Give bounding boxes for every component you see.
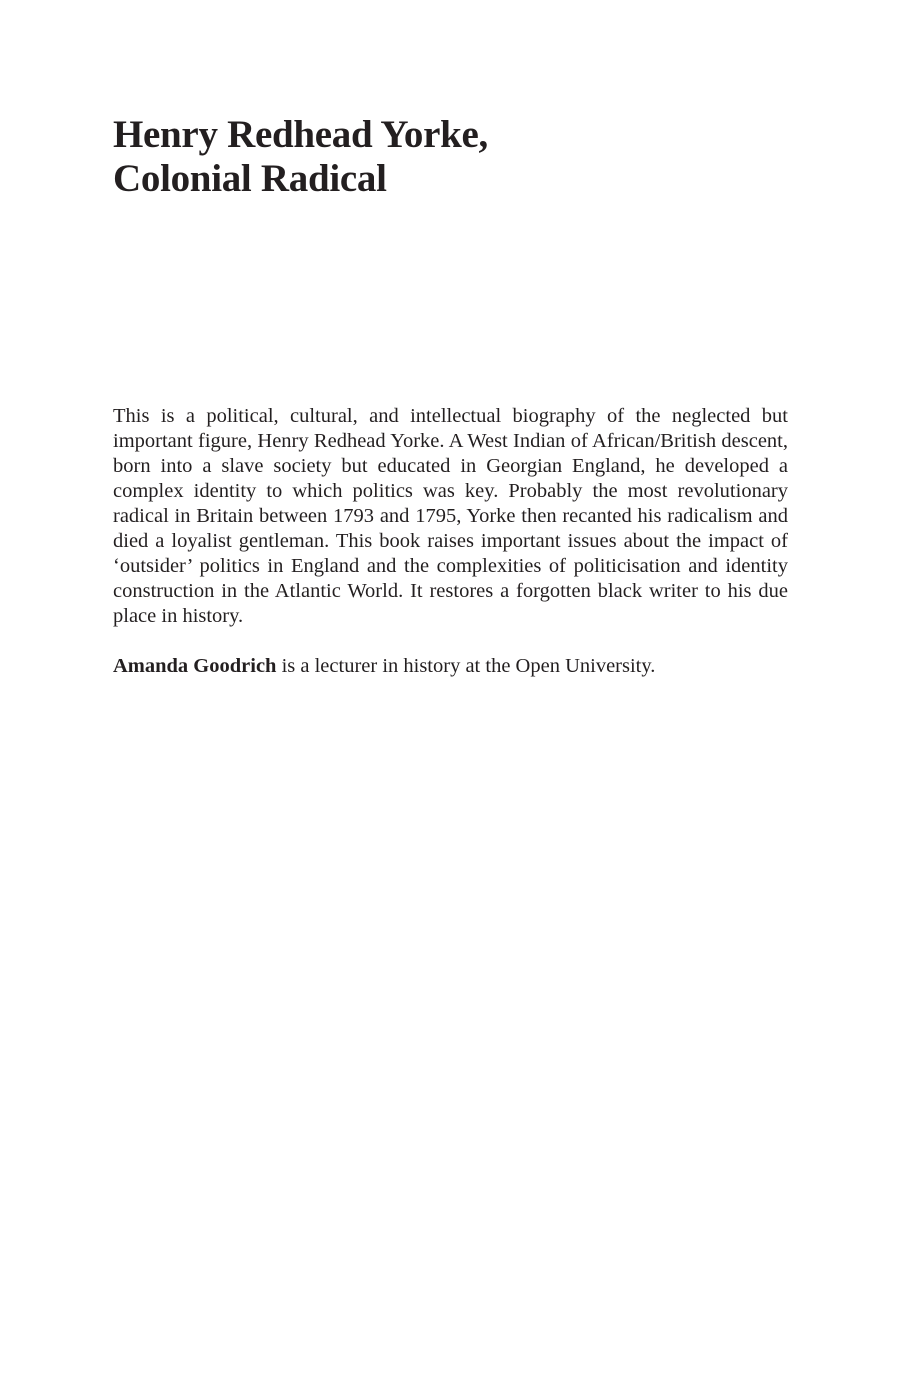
book-title-line-1: Henry Redhead Yorke, [113,113,488,156]
book-title-line-2: Colonial Radical [113,157,387,200]
book-description: This is a political, cultural, and intellectual biography of the neglected but important figure, Henry Redhead Yorke. A West Indian of African/British descent, born into a slave society but educated in Georgian England, he developed a complex identity to which politics was key. Probably the most revolutionary radical in Britain between 1793 and 1795, Yorke then recanted his radicalism and died a loyalist gentleman. This book raises important issues about the impact of ‘outsider’ politics in England and the complexities of politicisation and identity construction in the Atlantic World. It restores a forgotten black writer to his due place in history. [113,405,788,627]
book-title [113,113,488,201]
author-note [113,654,788,679]
author-description: is a lecturer in history at the Open University. [276,655,656,677]
author-name: Amanda Goodrich [113,655,277,677]
